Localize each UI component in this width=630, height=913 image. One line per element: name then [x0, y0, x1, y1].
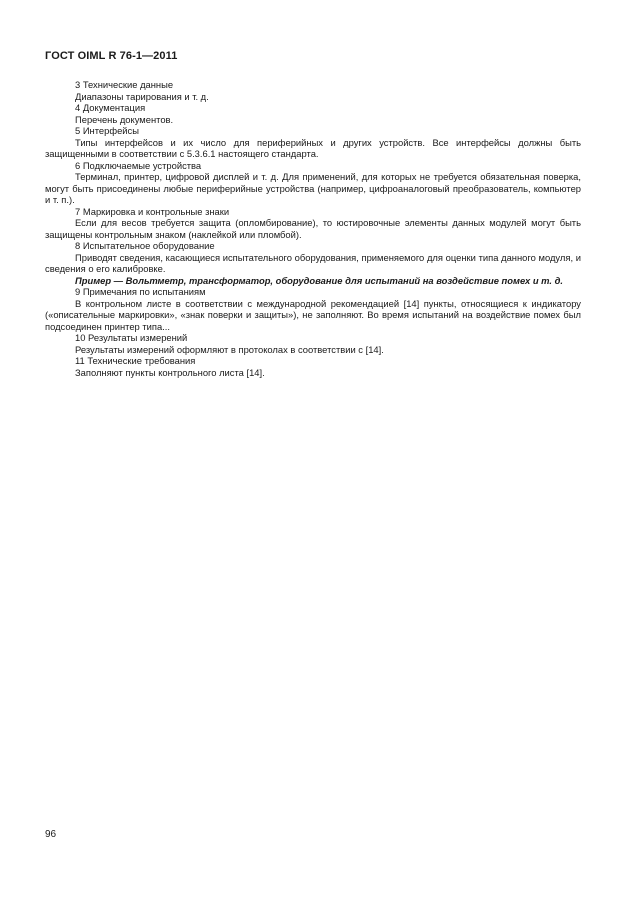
- section-heading: 11 Технические требования: [75, 355, 196, 366]
- section-heading: 3 Технические данные: [75, 79, 174, 90]
- page-number: 96: [45, 829, 57, 840]
- paragraph: Приводят сведения, касающиеся испытательного оборудования, применяемого для оценки типа данного модуля, и сведения о его калибровке.: [45, 251, 581, 274]
- paragraph: В контрольном листе в соответствии с международной рекомендацией [14] пункты, относящиеся к индикатору («описательные маркировки», «знак поверки и защиты»), не заполняют. Во время испытаний на воздействие помех был подсоединен принтер типа...: [45, 297, 581, 332]
- section-heading: 9 Примечания по испытаниям: [75, 286, 206, 297]
- section-heading: 4 Документация: [75, 102, 146, 113]
- section-heading: 7 Маркировка и контрольные знаки: [75, 205, 230, 217]
- paragraph: Результаты измерений оформляют в протоколах в соответствии с [14].: [75, 343, 384, 355]
- section-heading: 10 Результаты измерений: [75, 332, 188, 343]
- paragraph: Если для весов требуется защита (опломбирование), то юстировочные элементы данных модулей могут быть защищены контрольным знаком (наклейкой или пломбой).: [45, 217, 581, 240]
- section-heading: 6 Подключаемые устройства: [75, 159, 202, 171]
- document-body: [45, 79, 581, 378]
- paragraph: Заполняют пункты контрольного листа [14].: [75, 366, 265, 378]
- document-header: ГОСТ OIML R 76-1—2011: [45, 50, 178, 62]
- section-heading: 5 Интерфейсы: [75, 125, 139, 136]
- paragraph: Диапазоны тарирования и т. д.: [75, 90, 209, 102]
- paragraph: Перечень документов.: [75, 113, 174, 125]
- paragraph: Терминал, принтер, цифровой дисплей и т. д. Для применений, для которых не требуется обязательная поверка, могут быть присоединены любые периферийные устройства (например, цифроаналоговый преобразователь, компьютер и т. п.).: [45, 171, 581, 205]
- paragraph: Типы интерфейсов и их число для периферийных и других устройств. Все интерфейсы должны быть защищенными в соответствии с 5.3.6.1 настоящего стандарта.: [45, 136, 581, 159]
- example-paragraph: Пример — Вольтметр, трансформатор, оборудование для испытаний на воздействие помех и т. д.: [75, 274, 564, 286]
- section-heading: 8 Испытательное оборудование: [75, 240, 215, 251]
